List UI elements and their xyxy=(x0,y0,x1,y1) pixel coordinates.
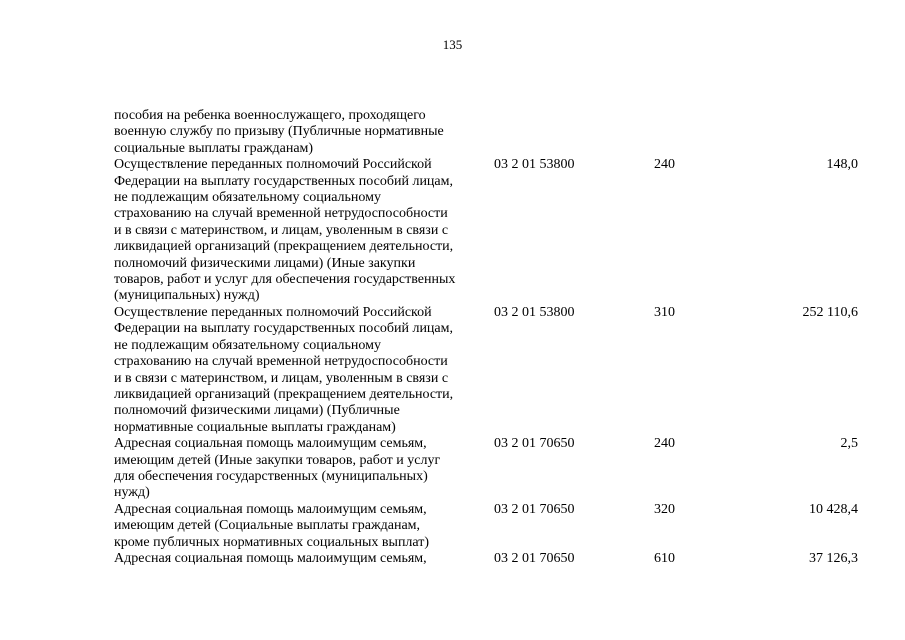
table-row xyxy=(114,551,864,567)
row-expense-type: 310 xyxy=(654,304,675,320)
row-description: Осуществление переданных полномочий Российской Федерации на выплату государственных пособий лицам, не подлежащим обязательному социальному страхованию на случай временной нетрудоспособности и в связи с материнством, и лицам, уволенным в связи с ликвидацией организаций (прекращением деятельности, полномочий физическими лицами) (Иные закупки товаров, работ и услуг для обеспечения государственных (муниципальных) нужд) xyxy=(114,157,456,304)
row-target-code: 03 2 01 53800 xyxy=(494,157,575,173)
row-description: Адресная социальная помощь малоимущим семьям, имеющим детей (Социальные выплаты гражданам, кроме публичных нормативных социальных выплат) xyxy=(114,501,430,550)
row-expense-type: 320 xyxy=(654,501,675,517)
row-target-code: 03 2 01 70650 xyxy=(494,436,575,452)
budget-table xyxy=(114,108,864,567)
table-row xyxy=(114,305,864,436)
row-amount: 2,5 xyxy=(840,436,858,452)
row-expense-type: 240 xyxy=(654,436,675,452)
row-amount: 37 126,3 xyxy=(809,550,858,566)
row-description: Адресная социальная помощь малоимущим семьям, xyxy=(114,550,427,566)
row-expense-type: 240 xyxy=(654,157,675,173)
page-number: 135 xyxy=(442,37,463,52)
row-amount: 10 428,4 xyxy=(809,501,858,517)
table-row xyxy=(114,157,864,305)
row-description: пособия на ребенка военнослужащего, проходящего военную службу по призыву (Публичные нормативные социальные выплаты гражданам) xyxy=(114,108,444,156)
table-row xyxy=(114,502,864,551)
table-row xyxy=(114,436,864,502)
row-target-code: 03 2 01 53800 xyxy=(494,304,575,320)
row-description: Адресная социальная помощь малоимущим семьям, имеющим детей (Иные закупки товаров, работ и услуг для обеспечения государственных (муниципальных) нужд) xyxy=(114,436,441,501)
row-description: Осуществление переданных полномочий Российской Федерации на выплату государственных пособий лицам, не подлежащим обязательному социальному страхованию на случай временной нетрудоспособности и в связи с материнством, и лицам, уволенным в связи с ликвидацией организаций (прекращением деятельности, полномочий физическими лицами) (Публичные нормативные социальные выплаты гражданам) xyxy=(114,304,454,435)
table-row xyxy=(114,108,864,157)
row-amount: 148,0 xyxy=(826,157,858,173)
row-target-code: 03 2 01 70650 xyxy=(494,550,575,566)
row-target-code: 03 2 01 70650 xyxy=(494,501,575,517)
row-amount: 252 110,6 xyxy=(802,304,858,320)
row-expense-type: 610 xyxy=(654,550,675,566)
